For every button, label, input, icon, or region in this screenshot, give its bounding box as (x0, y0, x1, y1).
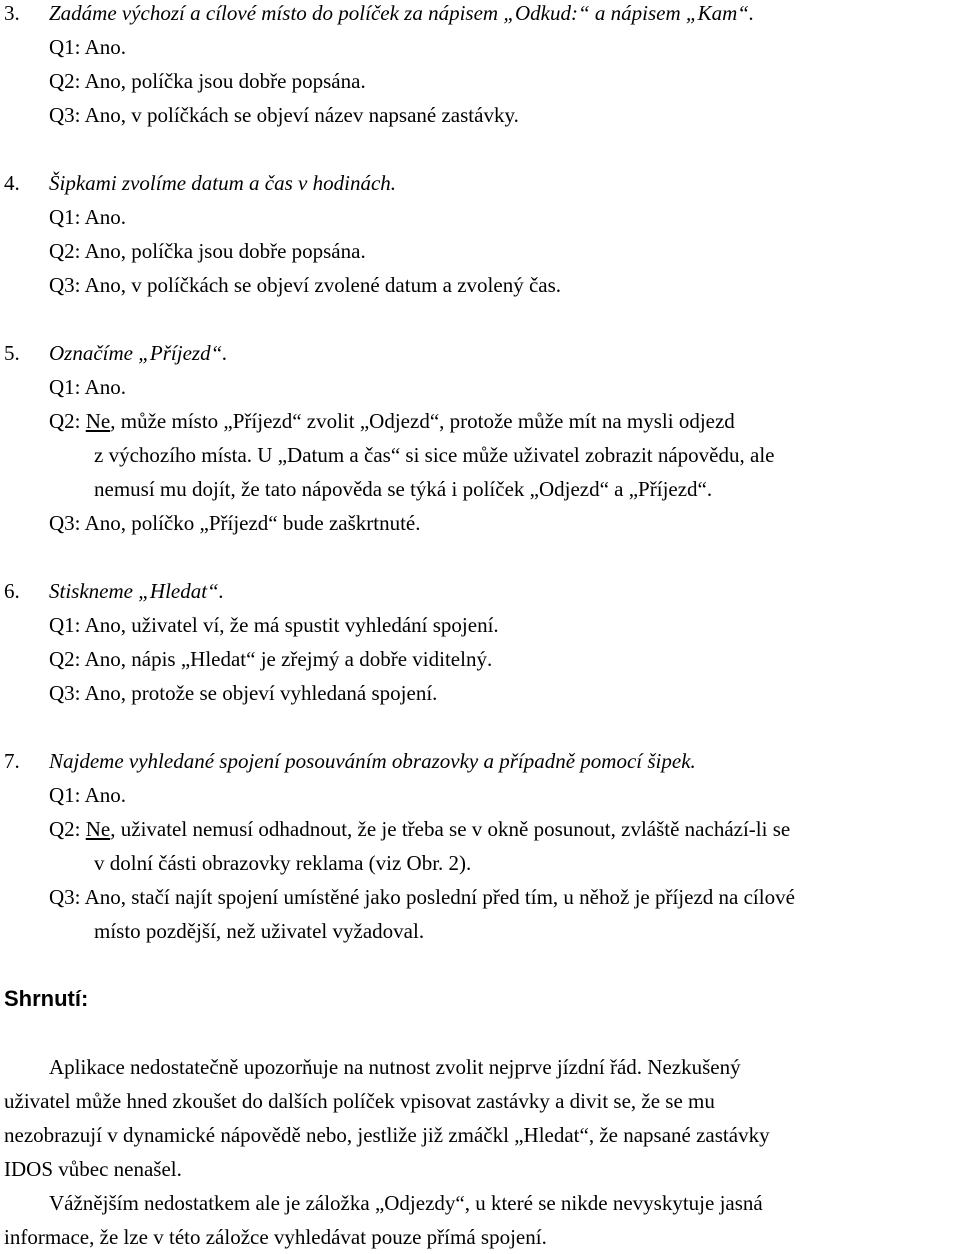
q1-answer: Q1: Ano. (49, 783, 127, 807)
summary-paragraph-1: IDOS vůbec nenašel. (4, 1157, 182, 1181)
summary-paragraph-2: Vážnějším nedostatkem ale je záložka „Odjezdy“, u které se nikde nevyskytuje jasná (49, 1191, 763, 1215)
q3-answer: Q3: Ano, v políčkách se objeví název napsané zastávky. (49, 103, 519, 127)
summary-paragraph-1: uživatel může hned zkoušet do dalších políček vpisovat zastávky a divit se, že se mu (4, 1089, 715, 1113)
summary-heading: Shrnutí: (4, 986, 89, 1011)
item-title: Stiskneme „Hledat“. (49, 579, 224, 603)
q3-answer: Q3: Ano, políčko „Příjezd“ bude zaškrtnuté. (49, 511, 421, 535)
item-number: 6. (4, 579, 20, 603)
q2-answer: Q2: Ne, uživatel nemusí odhadnout, že je třeba se v okně posunout, zvláště nachází-li se (49, 817, 791, 841)
summary-paragraph-1: Aplikace nedostatečně upozorňuje na nutnost zvolit nejprve jízdní řád. Nezkušený (49, 1055, 741, 1079)
negative-answer: Ne (85, 817, 111, 841)
q3-answer: Q3: Ano, stačí najít spojení umístěné jako poslední před tím, u něhož je příjezd na cílové (49, 885, 795, 909)
q1-answer: Q1: Ano. (49, 375, 127, 399)
q2-answer-continued: nemusí mu dojít, že tato nápověda se týká i políček „Odjezd“ a „Příjezd“. (94, 477, 713, 501)
item-title: Zadáme výchozí a cílové místo do políček za nápisem „Odkud:“ a nápisem „Kam“. (49, 1, 755, 25)
q3-answer: Q3: Ano, v políčkách se objeví zvolené datum a zvolený čas. (49, 273, 562, 297)
q3-answer: Q3: Ano, protože se objeví vyhledaná spojení. (49, 681, 438, 705)
summary-paragraph-1: nezobrazují v dynamické nápovědě nebo, jestliže již zmáčkl „Hledat“, že napsané zastávky (4, 1123, 770, 1147)
item-number: 4. (4, 171, 20, 195)
q2-answer-continued: z výchozího místa. U „Datum a čas“ si sice může uživatel zobrazit nápovědu, ale (94, 443, 775, 467)
q2-answer: Q2: Ano, nápis „Hledat“ je zřejmý a dobře viditelný. (49, 647, 493, 671)
item-number: 7. (4, 749, 20, 773)
summary-paragraph-2: informace, že lze v této záložce vyhledávat pouze přímá spojení. (4, 1225, 547, 1249)
q3-answer-continued: místo pozdější, než uživatel vyžadoval. (94, 919, 425, 943)
item-number: 5. (4, 341, 20, 365)
item-title: Šipkami zvolíme datum a čas v hodinách. (49, 171, 397, 195)
item-number: 3. (4, 1, 20, 25)
q2-answer: Q2: Ano, políčka jsou dobře popsána. (49, 69, 366, 93)
q2-answer: Q2: Ano, políčka jsou dobře popsána. (49, 239, 366, 263)
q2-answer: Q2: Ne, může místo „Příjezd“ zvolit „Odjezd“, protože může mít na mysli odjezd (49, 409, 735, 433)
q1-answer: Q1: Ano, uživatel ví, že má spustit vyhledání spojení. (49, 613, 499, 637)
q2-answer-continued: v dolní části obrazovky reklama (viz Obr. 2). (94, 851, 472, 875)
item-title: Označíme „Příjezd“. (49, 341, 228, 365)
item-title: Najdeme vyhledané spojení posouváním obrazovky a případně pomocí šipek. (49, 749, 696, 773)
q1-answer: Q1: Ano. (49, 35, 127, 59)
negative-answer: Ne (85, 409, 111, 433)
q1-answer: Q1: Ano. (49, 205, 127, 229)
